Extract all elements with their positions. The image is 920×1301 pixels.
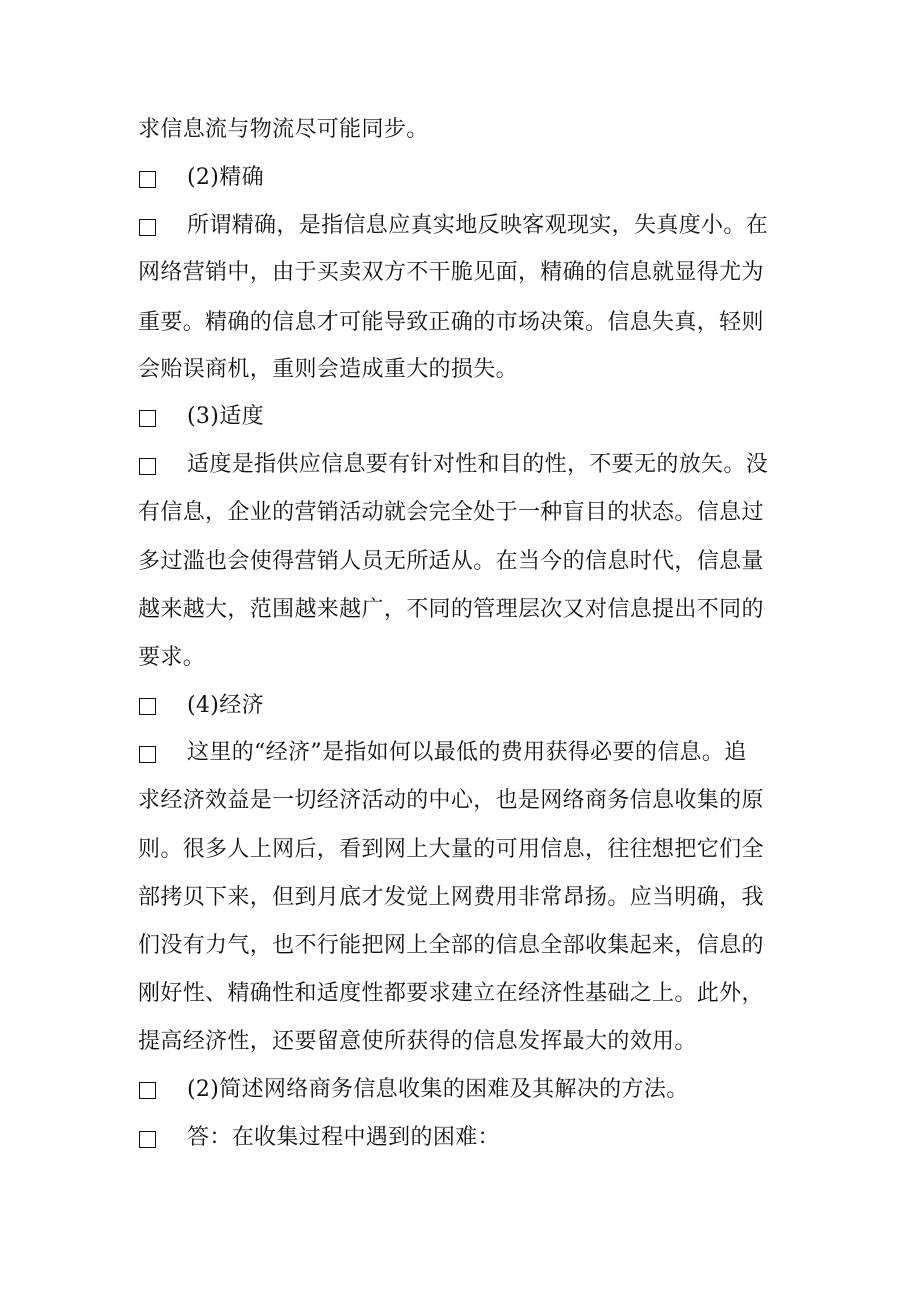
text-line: 部拷贝下来，但到月底才发觉上网费用非常昂扬。应当明确，我 xyxy=(138,885,764,910)
text-line: 越来越大，范围越来越广，不同的管理层次又对信息提出不同的 xyxy=(138,597,764,622)
text-line: 求信息流与物流尽可能同步。 xyxy=(138,117,429,142)
subheading-moderate: (3)适度 xyxy=(187,404,264,429)
subheading-economy: (4)经济 xyxy=(187,693,264,718)
text-line: 们没有力气，也不行能把网上全部的信息全部收集起来，信息的 xyxy=(138,933,764,958)
text-line: 要求。 xyxy=(138,645,206,670)
text-line: 求经济效益是一切经济活动的中心，也是网络商务信息收集的原 xyxy=(138,788,764,813)
checkbox-square-icon xyxy=(139,1131,156,1148)
text-line: 多过滥也会使得营销人员无所适从。在当今的信息时代，信息量 xyxy=(138,549,764,574)
checkbox-square-icon xyxy=(139,410,156,427)
text-line: 提高经济性，还要留意使所获得的信息发挥最大的效用。 xyxy=(138,1029,697,1054)
text-line: 则。很多人上网后，看到网上大量的可用信息，往往想把它们全 xyxy=(138,837,764,862)
checkbox-square-icon xyxy=(139,171,156,188)
subheading-precise: (2)精确 xyxy=(187,165,264,190)
checkbox-square-icon xyxy=(139,458,156,475)
text-line: 所谓精确，是指信息应真实地反映客观现实，失真度小。在 xyxy=(187,213,769,238)
answer-line: 答：在收集过程中遇到的困难： xyxy=(187,1125,500,1150)
question-line: (2)简述网络商务信息收集的困难及其解决的方法。 xyxy=(187,1077,689,1102)
text-line: 有信息，企业的营销活动就会完全处于一种盲目的状态。信息过 xyxy=(138,500,764,525)
text-line: 网络营销中，由于买卖双方不干脆见面，精确的信息就显得尤为 xyxy=(138,260,764,285)
checkbox-square-icon xyxy=(139,1082,156,1099)
checkbox-square-icon xyxy=(139,219,156,236)
text-line: 会贻误商机，重则会造成重大的损失。 xyxy=(138,357,518,382)
checkbox-square-icon xyxy=(139,746,156,763)
text-line: 这里的“经济”是指如何以最低的费用获得必要的信息。追 xyxy=(187,740,747,765)
text-line: 重要。精确的信息才可能导致正确的市场决策。信息失真，轻则 xyxy=(138,310,764,335)
text-line: 刚好性、精确性和适度性都要求建立在经济性基础之上。此外， xyxy=(138,981,764,1006)
checkbox-square-icon xyxy=(139,698,156,715)
text-line: 适度是指供应信息要有针对性和目的性，不要无的放矢。没 xyxy=(187,452,769,477)
